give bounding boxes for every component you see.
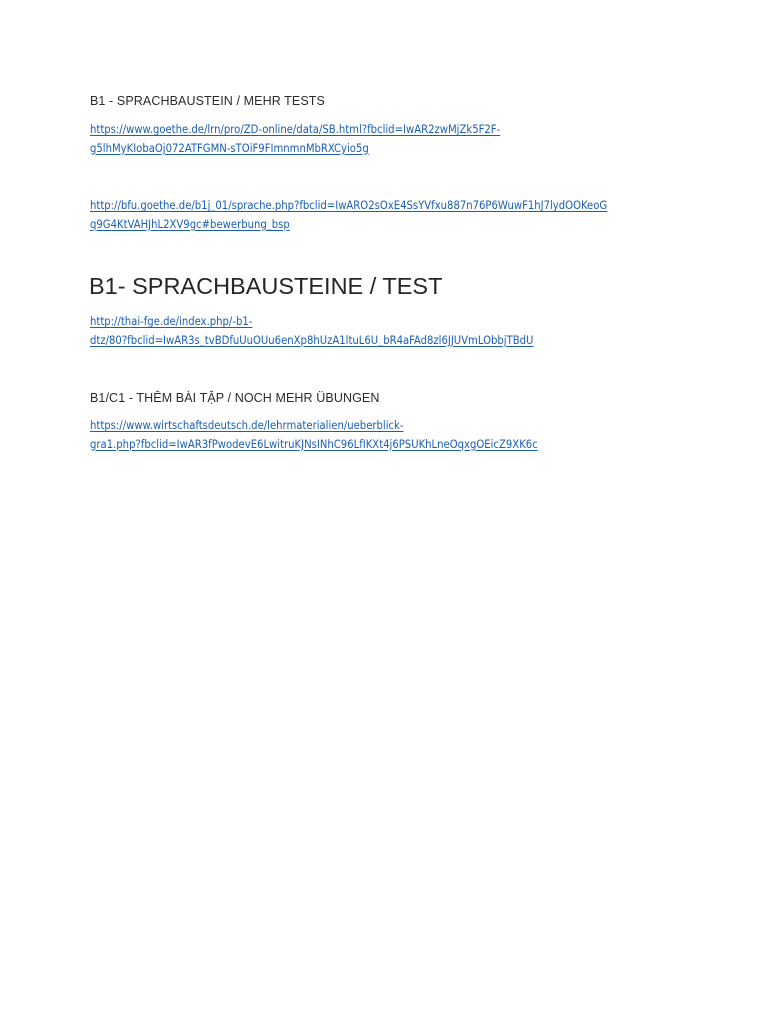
link-text-line: dtz/80?fbclid=IwAR3s_tvBDfuUuOUu6enXp8hUzA1ltuL6U_bR4aFAd8zl6JJUVmLObbjTBdU <box>90 333 534 347</box>
section-heading-sprachbausteine-test: B1- SPRACHBAUSTEINE / TEST <box>89 273 443 299</box>
goethe-bfu-sprache-link[interactable] <box>90 197 607 234</box>
link-text-line: http://bfu.goethe.de/b1j_01/sprache.php?fbclid=IwARO2sOxE4SsYVfxu887n76P6WuwF1hJ7lydOOKeoG <box>90 199 608 212</box>
link-text-line: gra1.php?fbclid=IwAR3fPwodevE6LwitruKJNsINhC96LfIKXt4j6PSUKhLneOqxgOEicZ9XK6c <box>90 437 538 451</box>
link-text-line: http://thai-fge.de/index.php/-b1- <box>90 315 253 328</box>
link-text-line: https://www.goethe.de/lrn/pro/ZD-online/data/SB.html?fbclid=IwAR2zwMjZk5F2F- <box>90 123 501 136</box>
section-heading-noch-mehr-uebungen: B1/C1 - THÊM BÀI TẬP / NOCH MEHR ÜBUNGEN <box>90 391 380 405</box>
link-text-line: q9G4KtVAHJhL2XV9gc#bewerbung_bsp <box>90 217 290 231</box>
link-text-line: https://www.wirtschaftsdeutsch.de/lehrmaterialien/ueberblick- <box>90 419 404 432</box>
wirtschaftsdeutsch-link[interactable] <box>90 417 538 454</box>
section-heading-mehr-tests: B1 - SPRACHBAUSTEIN / MEHR TESTS <box>90 94 325 108</box>
goethe-zd-online-link[interactable] <box>90 121 500 158</box>
thai-fge-link[interactable] <box>90 313 533 350</box>
link-text-line: g5lhMyKIobaOj072ATFGMN-sTOiF9FImnmnMbRXCyio5g <box>90 141 369 155</box>
